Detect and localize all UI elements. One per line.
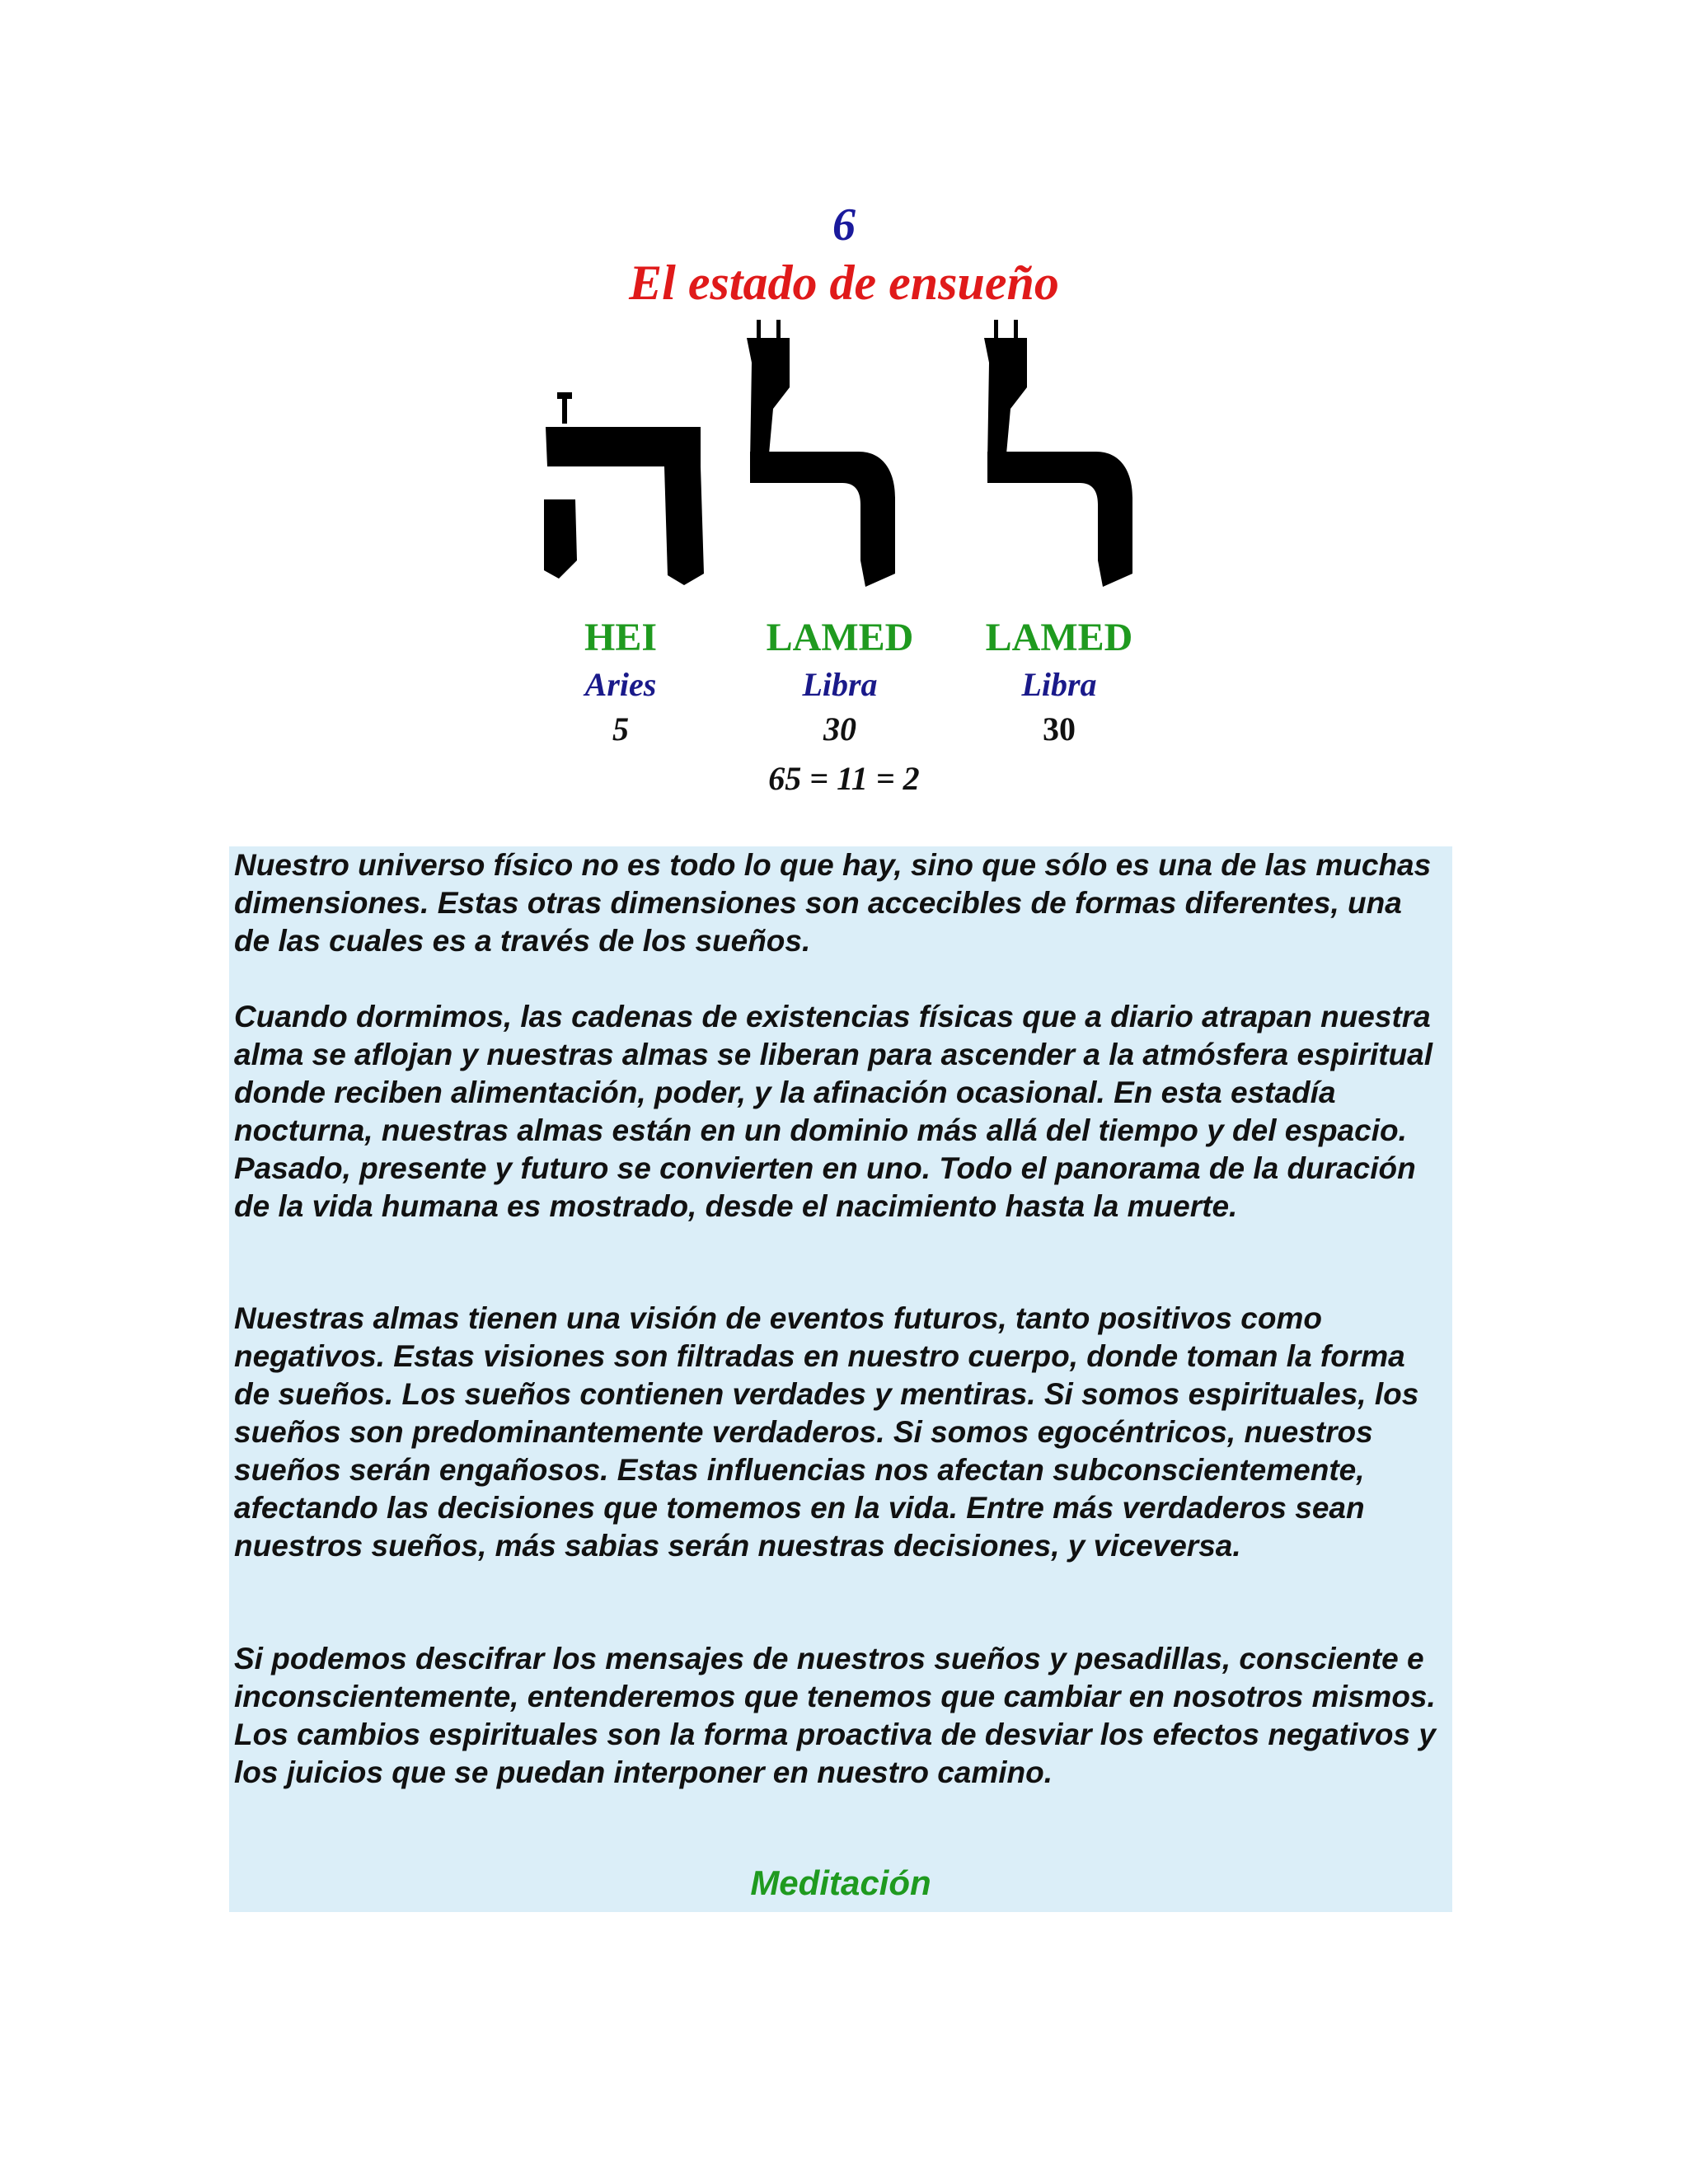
zodiac-sign: Libra — [802, 666, 878, 703]
body-paragraph: Nuestras almas tienen una visión de eventos futuros, tanto positivos como negativos. Estas visiones son filtradas en nuestro cuerpo, donde toman la forma de sueños. Los sueños contienen verdades y mentiras. Si somos espirituales, los sueños son predominantemente verdaderos. Si somos egocéntricos, nuestros sueños serán engañosos. Estas influencias nos afectan subconscientemente, afectando las decisiones que tomemos en la vida. Entre más verdaderos sean nuestros sueños, más sabias serán nuestras decisiones, y viceversa. — [234, 1301, 1419, 1563]
meditation-heading: Meditación — [750, 1863, 931, 1902]
hei-letter-glyph — [544, 392, 704, 585]
chapter-number: 6 — [832, 199, 856, 251]
body-paragraph: Nuestro universo físico no es todo lo que hay, sino que sólo es una de las muchas dimensiones. Estas otras dimensiones son accecibles de formas diferentes, una de las cuales es a través de los sueños. — [234, 848, 1432, 958]
zodiac-sign: Aries — [584, 666, 657, 703]
letter-name: LAMED — [985, 616, 1133, 659]
body-paragraph: Cuando dormimos, las cadenas de existencias físicas que a diario atrapan nuestra alma se aflojan y nuestras almas se liberan para ascender a la atmósfera espiritual donde reciben alimentación, poder, y la afinación ocasional. En esta estadía nocturna, nuestras almas están en un dominio más allá del tiempo y del espacio. Pasado, presente y futuro se convierten en uno. Todo el panorama de la duración de la vida humana es mostrado, desde el nacimiento hasta la muerte. — [234, 1000, 1432, 1223]
chapter-title: El estado de ensueño — [629, 255, 1059, 310]
letter-name: LAMED — [766, 616, 914, 659]
zodiac-sign: Libra — [1021, 666, 1097, 703]
commentary-box — [229, 846, 1452, 1912]
letter-column-lamed-right — [935, 613, 1183, 753]
gematria-sum: 65 = 11 = 2 — [768, 760, 920, 797]
body-paragraph: Si podemos descifrar los mensajes de nuestros sueños y pesadillas, consciente e inconscientemente, entenderemos que tenemos que cambiar en nosotros mismos. Los cambios espirituales son la forma proactiva de desviar los efectos negativos y los juicios que se puedan interponer en nuestro camino. — [234, 1642, 1436, 1789]
numeric-value: 30 — [823, 710, 856, 748]
lamed-letter-glyph-right — [984, 320, 1132, 587]
lamed-letter-glyph-middle — [747, 320, 895, 587]
numeric-value: 30 — [1043, 710, 1076, 748]
letter-column-hei — [497, 613, 744, 753]
hebrew-letters-graphic — [528, 313, 1170, 593]
letter-name: HEI — [584, 616, 658, 659]
numeric-value: 5 — [612, 710, 629, 748]
letter-column-lamed-middle — [716, 613, 964, 753]
